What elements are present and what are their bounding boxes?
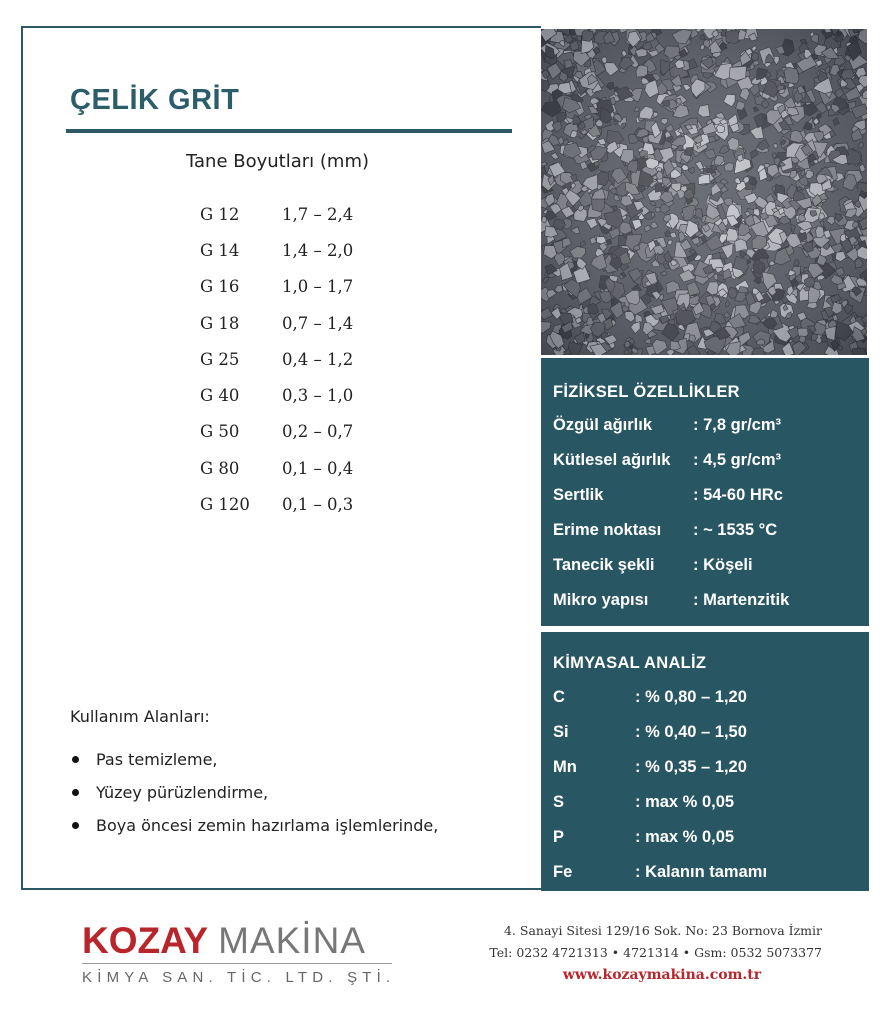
logo-divider xyxy=(82,963,392,964)
chemical-row xyxy=(553,793,734,812)
logo-brand-suffix: MAKİNA xyxy=(218,920,366,961)
size-range: 0,1 – 0,3 xyxy=(282,495,354,515)
property-name: Mn xyxy=(553,758,577,776)
chemical-row xyxy=(553,863,767,882)
size-grade: G 18 xyxy=(200,313,240,333)
size-row xyxy=(200,341,353,377)
page-title: ÇELİK GRİT xyxy=(70,84,240,116)
website-link[interactable]: www.kozaymakina.com.tr xyxy=(562,967,762,983)
usage-item xyxy=(70,743,438,776)
property-value: : max % 0,05 xyxy=(635,828,735,846)
size-row xyxy=(200,305,353,341)
chemical-heading: KİMYASAL ANALİZ xyxy=(553,654,707,672)
property-value: : 4,5 gr/cm³ xyxy=(693,451,782,469)
property-name: Fe xyxy=(553,863,573,881)
logo-brand: KOZAY xyxy=(82,920,209,961)
bullet-icon xyxy=(72,756,79,763)
title-underline xyxy=(66,129,512,133)
usage-item xyxy=(70,776,438,809)
property-value: : % 0,40 – 1,50 xyxy=(635,723,747,741)
size-row xyxy=(200,232,353,268)
property-name: Sertlik xyxy=(553,486,604,504)
contact-info xyxy=(462,920,822,986)
property-value: : % 0,80 – 1,20 xyxy=(635,688,747,706)
size-row xyxy=(200,269,353,305)
size-row xyxy=(200,377,353,413)
size-row xyxy=(200,414,353,450)
chemical-row xyxy=(553,758,747,777)
size-row xyxy=(200,486,353,522)
usage-item-text: Pas temizleme, xyxy=(96,750,218,769)
usage-list xyxy=(70,743,438,842)
property-value: : 54-60 HRc xyxy=(693,486,783,504)
size-row xyxy=(200,450,353,486)
size-grade: G 50 xyxy=(200,422,240,442)
property-value: : % 0,35 – 1,20 xyxy=(635,758,747,776)
property-name: S xyxy=(553,793,565,811)
usage-item-text: Yüzey pürüzlendirme, xyxy=(96,783,269,802)
address-line: 4. Sanayi Sitesi 129/16 Sok. No: 23 Bornova İzmir xyxy=(503,923,822,938)
size-range: 1,4 – 2,0 xyxy=(282,240,354,260)
usage-item-text: Boya öncesi zemin hazırlama işlemlerinde, xyxy=(96,816,439,835)
property-value: : Martenzitik xyxy=(693,591,790,609)
size-range: 0,3 – 1,0 xyxy=(282,386,354,406)
property-name: C xyxy=(553,688,565,706)
grain-size-table xyxy=(200,196,353,523)
property-value: : max % 0,05 xyxy=(635,793,735,811)
physical-row xyxy=(553,486,783,505)
property-name: Özgül ağırlık xyxy=(553,416,653,434)
usage-item xyxy=(70,809,438,842)
size-range: 0,4 – 1,2 xyxy=(282,349,354,369)
chemical-row xyxy=(553,828,734,847)
property-value: : ~ 1535 °C xyxy=(693,521,778,539)
chemical-analysis-panel xyxy=(541,632,869,891)
property-value: : Kalanın tamamı xyxy=(635,863,768,881)
chemical-row xyxy=(553,723,747,742)
chemical-row xyxy=(553,688,747,707)
size-grade: G 40 xyxy=(200,386,240,406)
usage-heading: Kullanım Alanları: xyxy=(70,707,210,726)
size-range: 1,0 – 1,7 xyxy=(282,277,354,297)
bullet-icon xyxy=(72,822,79,829)
size-grade: G 14 xyxy=(200,240,240,260)
property-value: : Köşeli xyxy=(693,556,753,574)
size-range: 0,2 – 0,7 xyxy=(282,422,354,442)
size-grade: G 25 xyxy=(200,349,240,369)
physical-row xyxy=(553,451,781,470)
physical-row xyxy=(553,591,789,610)
size-range: 1,7 – 2,4 xyxy=(282,204,354,224)
steel-grit-photo xyxy=(541,29,867,355)
physical-row xyxy=(553,556,753,575)
company-logo xyxy=(82,921,366,961)
size-range: 0,7 – 1,4 xyxy=(282,313,354,333)
size-grade: G 12 xyxy=(200,204,240,224)
phone-line: Tel: 0232 4721313 • 4721314 • Gsm: 0532 5073377 xyxy=(489,945,822,960)
physical-heading: FİZİKSEL ÖZELLİKLER xyxy=(553,383,740,401)
property-value: : 7,8 gr/cm³ xyxy=(693,416,782,434)
size-grade: G 80 xyxy=(200,458,240,478)
size-row xyxy=(200,196,353,232)
size-grade: G 16 xyxy=(200,277,240,297)
sizes-heading: Tane Boyutları (mm) xyxy=(186,151,369,172)
physical-row xyxy=(553,416,781,435)
logo-company-type: KİMYA SAN. TİC. LTD. ŞTİ. xyxy=(82,969,396,986)
property-name: Tanecik şekli xyxy=(553,556,655,574)
property-name: Erime noktası xyxy=(553,521,662,539)
bullet-icon xyxy=(72,789,79,796)
property-name: P xyxy=(553,828,565,846)
size-grade: G 120 xyxy=(200,495,250,515)
physical-row xyxy=(553,521,777,540)
property-name: Kütlesel ağırlık xyxy=(553,451,671,469)
size-range: 0,1 – 0,4 xyxy=(282,458,354,478)
property-name: Mikro yapısı xyxy=(553,591,649,609)
property-name: Si xyxy=(553,723,569,741)
physical-properties-panel xyxy=(541,358,869,626)
